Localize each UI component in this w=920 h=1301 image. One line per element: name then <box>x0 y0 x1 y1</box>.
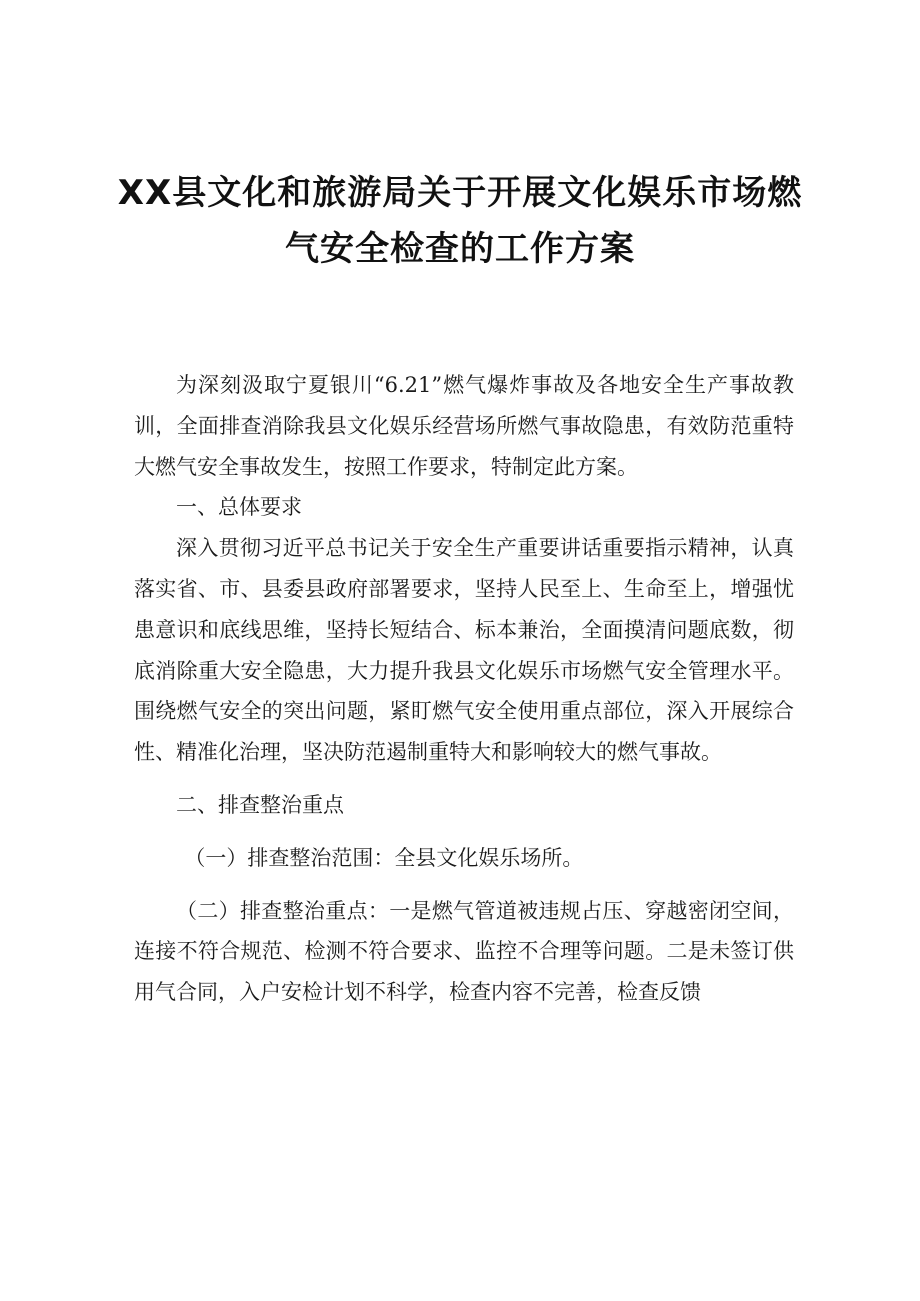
document-body <box>134 365 794 1013</box>
section-1-paragraph: 深入贯彻习近平总书记关于安全生产重要讲话重要指示精神，认真落实省、市、县委县政府部署要求，坚持人民至上、生命至上，增强忧患意识和底线思维，坚持长短结合、标本兼治，全面摸清问题底数，彻底消除重大安全隐患，大力提升我县文化娱乐市场燃气安全管理水平。围绕燃气安全的突出问题，紧盯燃气安全使用重点部位，深入开展综合性、精准化治理，坚决防范遏制重特大和影响较大的燃气事故。 <box>134 536 794 765</box>
section-2-item-1: （一）排查整治范围：全县文化娱乐场所。 <box>184 845 584 870</box>
section-1-heading: 一、总体要求 <box>176 495 302 520</box>
document-title-line-1: XX县文化和旅游局关于开展文化娱乐市场燃 <box>117 173 803 213</box>
document-title-line-2: 气安全检查的工作方案 <box>285 229 635 269</box>
section-2-item-2: （二）排查整治重点：一是燃气管道被违规占压、穿越密闭空间，连接不符合规范、检测不符合要求、监控不合理等问题。二是未签订供用气合同，入户安检计划不科学，检查内容不完善，检查反馈 <box>134 898 794 1005</box>
intro-paragraph: 为深刻汲取宁夏银川“6.21”燃气爆炸事故及各地安全生产事故教训，全面排查消除我县文化娱乐经营场所燃气事故隐患，有效防范重特大燃气安全事故发生，按照工作要求，特制定此方案。 <box>134 373 794 479</box>
section-2-heading: 二、排查整治重点 <box>176 792 344 817</box>
